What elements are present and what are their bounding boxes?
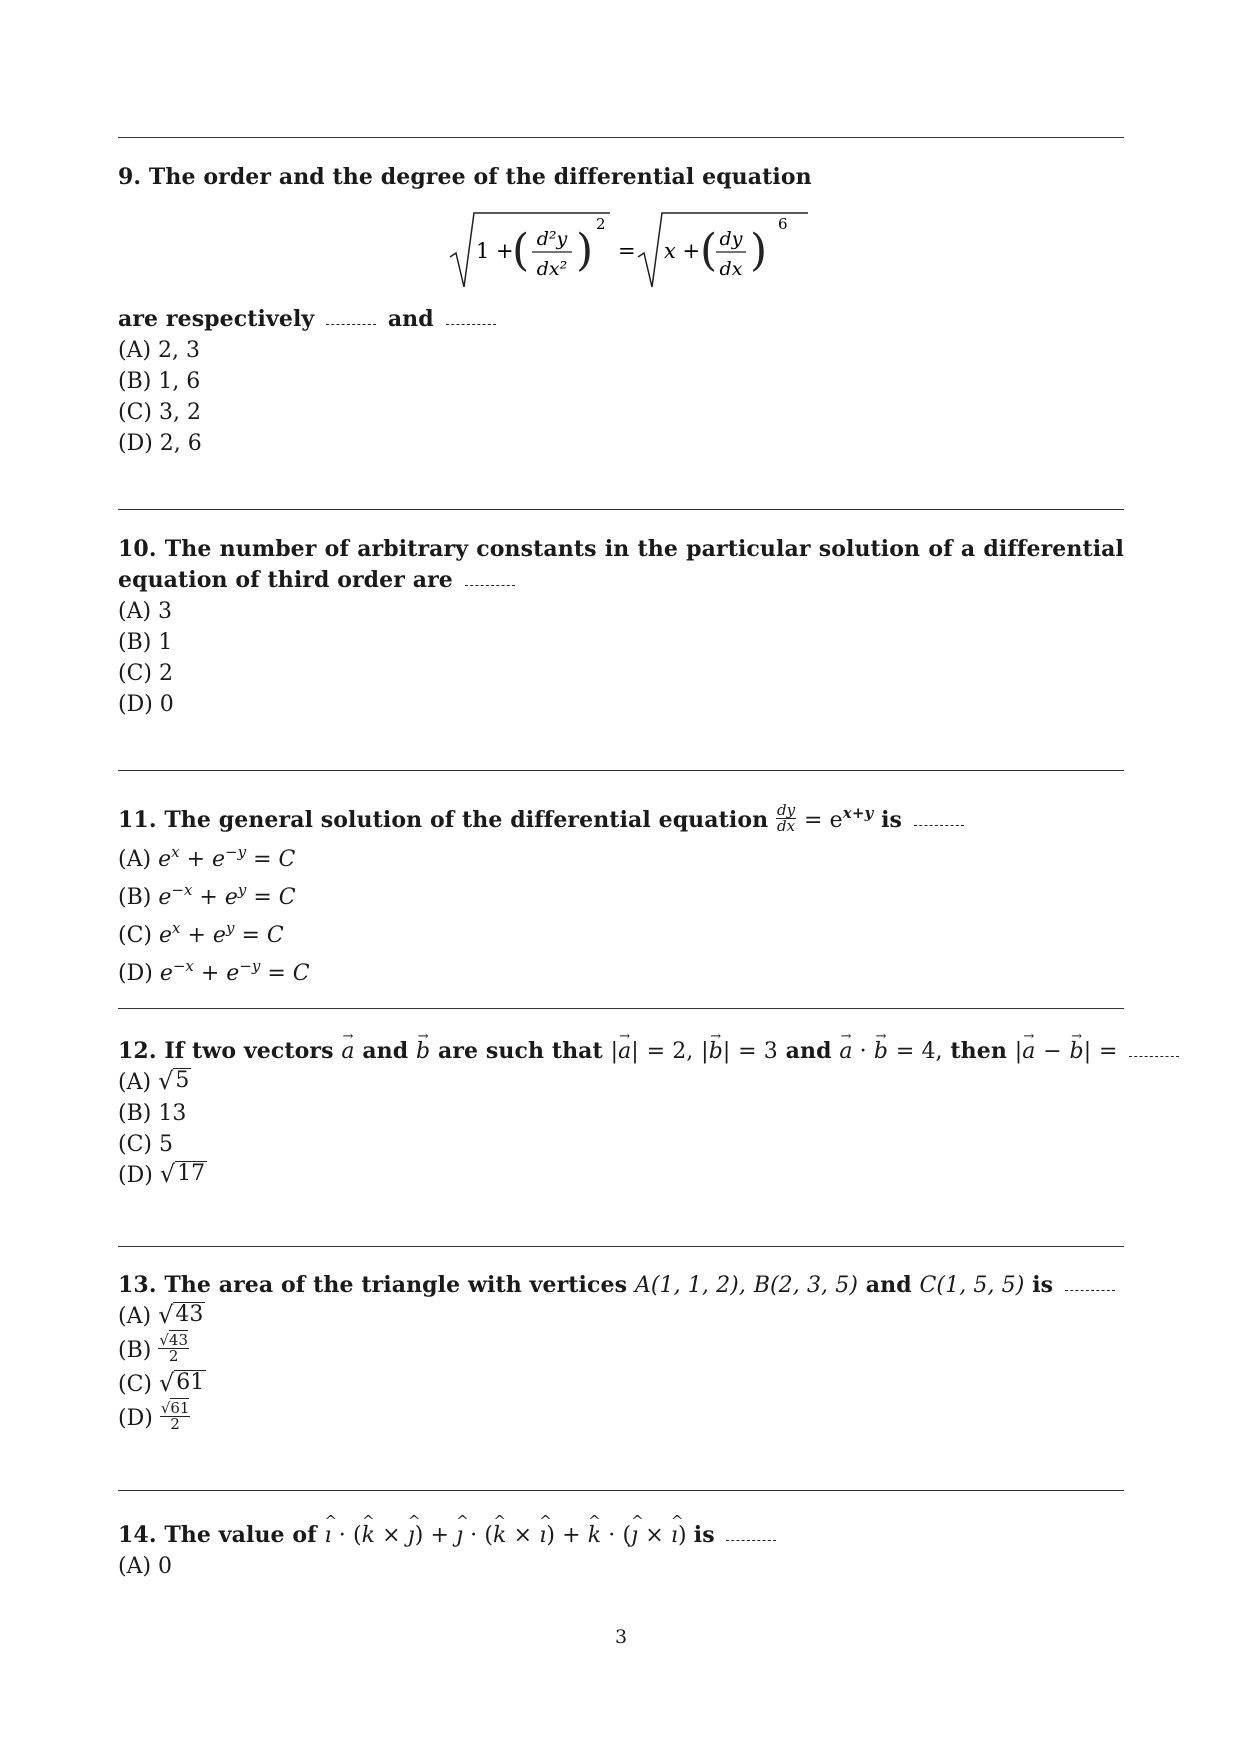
question-12-options bbox=[118, 1067, 1124, 1191]
vector-b: b → bbox=[1070, 1036, 1084, 1067]
question-14-is: is bbox=[693, 1522, 715, 1548]
vertex-c: C(1, 5, 5) bbox=[919, 1273, 1025, 1298]
question-13-options bbox=[118, 1301, 1124, 1437]
answer-blank bbox=[326, 324, 376, 325]
question-9-and: and bbox=[387, 306, 434, 332]
question-14-prefix: 14. The value of bbox=[118, 1522, 317, 1548]
option-b[interactable]: (B) 13 bbox=[118, 1101, 187, 1126]
x-plus-text: x + bbox=[664, 239, 701, 263]
answer-blank bbox=[1065, 1290, 1115, 1291]
separator-rule bbox=[118, 1008, 1124, 1009]
one-plus-text: 1 + bbox=[476, 239, 514, 263]
separator-rule bbox=[118, 1490, 1124, 1491]
option-b[interactable]: (B) $e^{-x} + e^y = C$ bbox=[118, 880, 296, 910]
option-c[interactable]: (C) 2 bbox=[118, 661, 173, 686]
option-a[interactable]: (A) $e^x + e^{-y} = C$ bbox=[118, 842, 296, 872]
answer-blank bbox=[1129, 1056, 1179, 1057]
sqrt-symbol: √ 17 bbox=[159, 1160, 206, 1188]
sqrt-symbol: √ 43 bbox=[158, 1301, 204, 1329]
separator-rule bbox=[118, 770, 1124, 771]
left-paren-2: ( bbox=[700, 225, 718, 276]
dy-numerator: dy bbox=[719, 228, 743, 250]
question-13 bbox=[118, 1270, 1124, 1437]
option-c[interactable]: (C) 3, 2 bbox=[118, 400, 201, 425]
vector-b: b → bbox=[709, 1036, 723, 1067]
option-d[interactable]: (D) $\frac{√61}{2}$ bbox=[118, 1398, 190, 1433]
separator-rule bbox=[118, 137, 1124, 138]
d2y-numerator: d²y bbox=[536, 228, 568, 250]
vertex-b: B(2, 3, 5) bbox=[753, 1273, 859, 1298]
equals-sign: = bbox=[618, 239, 636, 263]
vector-a: a → bbox=[1022, 1036, 1035, 1067]
option-c[interactable]: (C) $e^x + e^y = C$ bbox=[118, 918, 284, 948]
question-10-stem: 10. The number of arbitrary constants in the particular solution of a differential equation of third order are bbox=[118, 536, 1124, 593]
dy-dx-fraction: $\frac{dy}{dx}$ bbox=[776, 800, 796, 835]
question-9-options bbox=[118, 335, 1124, 459]
vector-expression: ı ^ · (k ^ × ȷ ^) + ȷ ^ · (k ^ × ı ^) + k ^ · (ȷ ^ × ı ^) bbox=[325, 1523, 694, 1548]
vector-b: b → bbox=[416, 1036, 430, 1067]
right-paren: ) bbox=[576, 225, 594, 276]
vertex-a: A(1, 1, 2), bbox=[634, 1273, 746, 1298]
dx2-denominator: dx² bbox=[536, 258, 568, 280]
option-a[interactable]: (A) 3 bbox=[118, 599, 173, 624]
question-11-is: is bbox=[881, 807, 903, 833]
vector-a: a → bbox=[839, 1036, 852, 1067]
separator-rule bbox=[118, 1246, 1124, 1247]
question-9-equation bbox=[118, 205, 1124, 295]
option-b[interactable]: (B) $\frac{√43}{2}$ bbox=[118, 1330, 188, 1365]
question-11-options bbox=[118, 837, 1124, 989]
magnitude-b-value: = 3 bbox=[738, 1039, 778, 1064]
option-d[interactable]: (D) 2, 6 bbox=[118, 431, 202, 456]
minus-sign: − bbox=[1043, 1039, 1062, 1064]
option-c[interactable]: (C) √ 61 bbox=[118, 1369, 205, 1397]
sqrt-symbol: √ 5 bbox=[158, 1067, 190, 1095]
question-9 bbox=[118, 162, 1124, 193]
dot-product-value: = 4, bbox=[895, 1039, 943, 1064]
question-13-is: is bbox=[1032, 1272, 1054, 1298]
question-11 bbox=[118, 798, 1124, 989]
question-12-then: then bbox=[950, 1038, 1007, 1064]
sqrt-fraction: $\frac{√61}{2}$ bbox=[160, 1398, 190, 1433]
question-14 bbox=[118, 1520, 1124, 1582]
option-c[interactable]: (C) 5 bbox=[118, 1132, 173, 1157]
question-12-and-2: and bbox=[785, 1038, 832, 1064]
option-a[interactable]: (A) 0 bbox=[118, 1554, 173, 1579]
question-12-such-that: are such that bbox=[437, 1038, 603, 1064]
question-14-options bbox=[118, 1551, 1124, 1582]
answer-blank bbox=[726, 1540, 776, 1541]
equals-sign: = bbox=[1099, 1039, 1118, 1064]
answer-blank bbox=[446, 324, 496, 325]
question-10 bbox=[118, 534, 1124, 720]
option-b[interactable]: (B) 1, 6 bbox=[118, 369, 201, 394]
sqrt-fraction: $\frac{√43}{2}$ bbox=[159, 1330, 188, 1365]
right-paren-2: ) bbox=[750, 225, 768, 276]
magnitude-a-value: = 2, bbox=[646, 1039, 694, 1064]
vector-a: a → bbox=[341, 1036, 354, 1067]
option-d[interactable]: (D) $e^{-x} + e^{-y} = C$ bbox=[118, 956, 310, 986]
option-d[interactable]: (D) √ 17 bbox=[118, 1160, 206, 1188]
exponent-left: 2 bbox=[596, 215, 606, 233]
sqrt-symbol: √ 61 bbox=[159, 1369, 205, 1397]
option-a[interactable]: (A) √ 43 bbox=[118, 1301, 204, 1329]
exam-page bbox=[118, 0, 1124, 1754]
option-a[interactable]: (A) 2, 3 bbox=[118, 338, 201, 363]
dx-denominator: dx bbox=[719, 258, 743, 280]
question-10-options bbox=[118, 596, 1124, 720]
vector-b: b → bbox=[874, 1036, 888, 1067]
question-13-and: and bbox=[865, 1272, 912, 1298]
question-11-exponent: x+y bbox=[842, 804, 874, 822]
page-number: 3 bbox=[614, 1626, 628, 1648]
option-a[interactable]: (A) √ 5 bbox=[118, 1067, 190, 1095]
option-b[interactable]: (B) 1 bbox=[118, 630, 173, 655]
left-paren: ( bbox=[512, 225, 530, 276]
question-9-continuation bbox=[118, 304, 1124, 459]
differential-equation-svg bbox=[118, 205, 1124, 295]
question-12-prefix: 12. If two vectors bbox=[118, 1038, 334, 1064]
question-11-stem: 11. The general solution of the differential equation bbox=[118, 807, 769, 833]
separator-rule bbox=[118, 509, 1124, 510]
answer-blank bbox=[465, 585, 515, 586]
question-12-and: and bbox=[362, 1038, 409, 1064]
question-9-stem: 9. The order and the degree of the differential equation bbox=[118, 164, 812, 190]
answer-blank bbox=[914, 825, 964, 826]
option-d[interactable]: (D) 0 bbox=[118, 692, 174, 717]
question-12: 12. If two vectors a → and b → are such that |a →| = 2, |b →| = 3 and a → · b → = 4, then |a → − b →| = (A) √ 5 (B) 13 (C) 5 (D) √ 17 bbox=[118, 1036, 1124, 1191]
question-13-prefix: 13. The area of the triangle with vertices bbox=[118, 1272, 628, 1298]
exponent-right: 6 bbox=[778, 215, 788, 233]
question-11-rhs: = e bbox=[804, 808, 843, 833]
question-9-continuation-text: are respectively bbox=[118, 306, 315, 332]
vector-a: a → bbox=[618, 1036, 631, 1067]
